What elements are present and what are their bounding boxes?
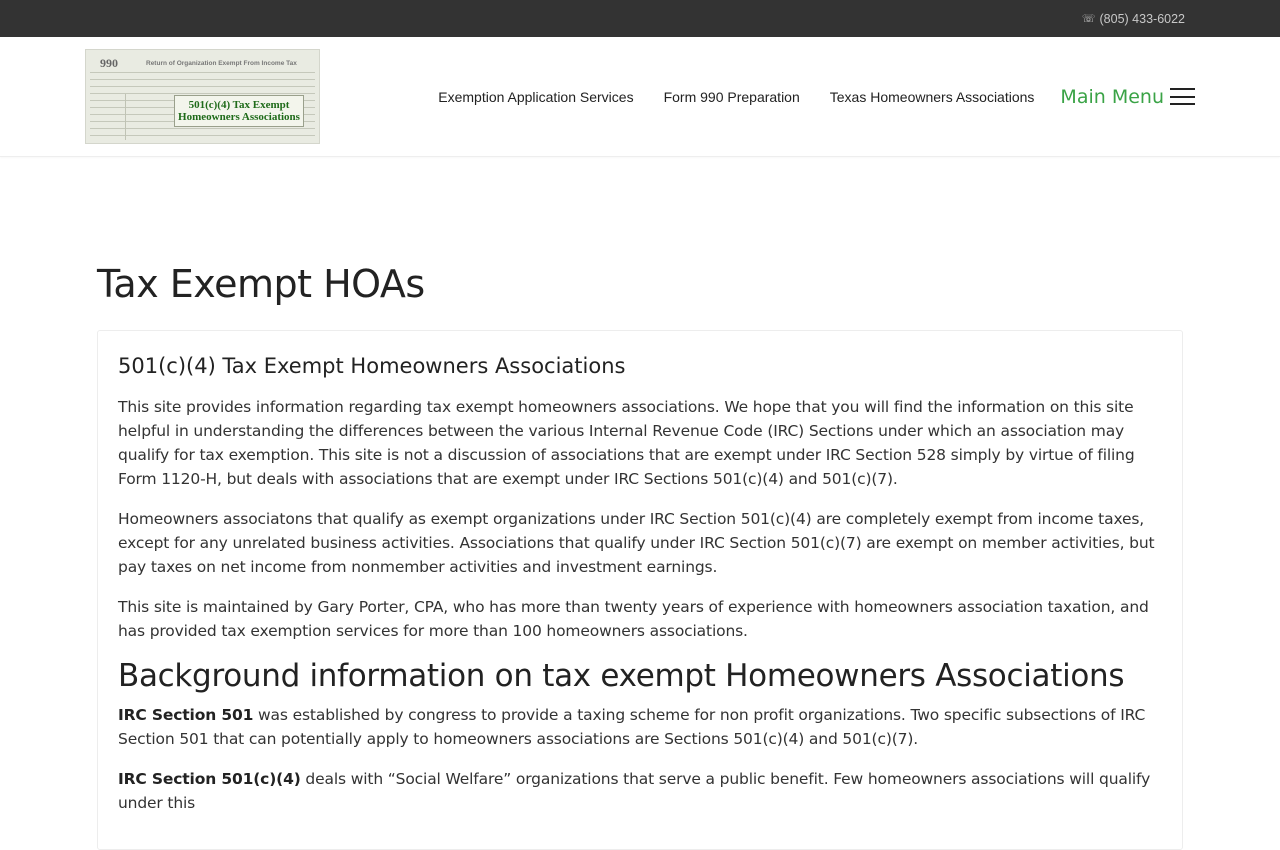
irc-501c4-bold: IRC Section 501(c)(4) (118, 770, 301, 788)
main-nav (438, 86, 1195, 108)
page-title: Tax Exempt HOAs (97, 262, 425, 306)
logo-badge-line1: 501(c)(4) Tax Exempt (188, 99, 290, 111)
main-content (0, 157, 1280, 850)
nav-exemption-application-services[interactable]: Exemption Application Services (438, 88, 634, 105)
irc-501-bold: IRC Section 501 (118, 706, 254, 724)
background-heading: Background information on tax exempt Homeowners Associations (118, 658, 1125, 694)
site-logo[interactable] (85, 49, 320, 144)
irc-501-text: was established by congress to provide a taxing scheme for non profit organizations. Two specific subsections of IRC Section 501 that can potentially apply to homeowners associations are Sections 501(c)(4) and 501(c)(7). (118, 706, 1146, 748)
main-menu-label: Main Menu (1060, 85, 1164, 108)
exemption-paragraph: Homeowners associatons that qualify as exempt organizations under IRC Section 501(c)(4) are completely exempt from income taxes, except for any unrelated business activities. Associations that qualify under IRC Section 501(c)(7) are exempt on member activities, but pay taxes on net income from nonmember activities and investment earnings. (118, 510, 1155, 576)
phone-icon: ☏ (1081, 13, 1096, 25)
nav-texas-homeowners-associations[interactable]: Texas Homeowners Associations (829, 88, 1035, 105)
content-card (97, 330, 1183, 850)
phone-number: (805) 433-6022 (1099, 11, 1185, 26)
intro-paragraph: This site provides information regarding tax exempt homeowners associations. We hope that you will find the information on this site helpful in understanding the differences between the various Internal Revenue Code (IRC) Sections under which an association may qualify for tax exemption. This site is not a discussion of associations that are exempt under IRC Section 528 simply by virtue of filing Form 1120-H, but deals with associations that are exempt under IRC Sections 501(c)(4) and 501(c)(7). (118, 398, 1135, 488)
nav-form-990-preparation[interactable]: Form 990 Preparation (663, 88, 800, 105)
irc-501c4-text: deals with “Social Welfare” organizations that serve a public benefit. Few homeowners associations will qualify under this (118, 770, 1151, 812)
logo-badge-line2: Homeowners Associations (178, 111, 300, 123)
logo-badge (174, 95, 304, 127)
logo-form-title: Return of Organization Exempt From Income Tax (146, 60, 297, 67)
irc-501-paragraph (118, 703, 1162, 751)
logo-form-number: 990 (100, 56, 118, 70)
logo-form-column (90, 94, 126, 140)
hamburger-icon (1170, 88, 1195, 105)
maintainer-paragraph: This site is maintained by Gary Porter, CPA, who has more than twenty years of experience with homeowners association taxation, and has provided tax exemption services for more than 100 homeowners associations. (118, 598, 1149, 640)
section-heading: 501(c)(4) Tax Exempt Homeowners Associations (118, 354, 626, 378)
site-header (0, 37, 1280, 157)
top-bar (0, 0, 1280, 37)
phone-link[interactable] (1082, 12, 1185, 26)
irc-501c4-paragraph (118, 767, 1162, 815)
main-menu-button[interactable] (1060, 86, 1195, 108)
